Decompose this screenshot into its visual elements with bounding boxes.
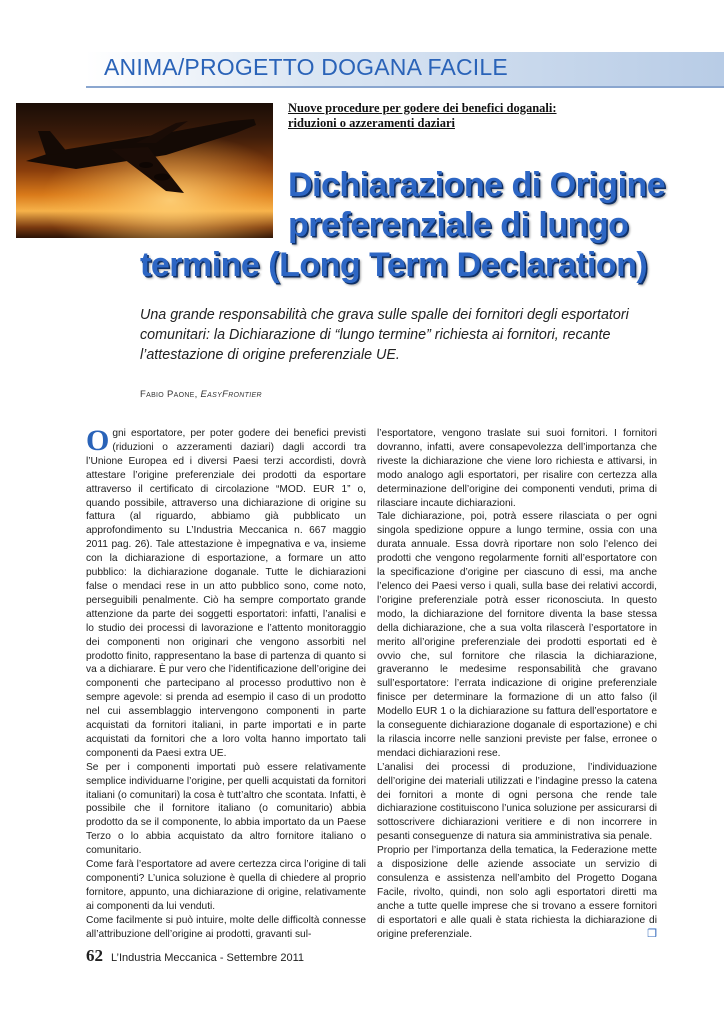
article-lead: Una grande responsabilità che grava sulle spalle dei fornitori degli esportatori comunitari: la Dichiarazione di “lungo termine” richiesta ai fornitori, recante l’attestazione di origine preferenziale UE. xyxy=(140,307,629,363)
author-affiliation: EasyFrontier xyxy=(200,389,262,400)
paragraph: Come farà l’esportatore ad avere certezza circa l’origine di tali componenti? L’unica soluzione è quella di chiedere al proprio fornitore, appunto, una dichiarazione di origine, relativamente ai componenti da lui venduti. xyxy=(86,859,366,912)
article-title-line-2: preferenziale di lungo xyxy=(288,206,629,244)
section-header-rule xyxy=(86,86,724,88)
article-title-line-1: Dichiarazione di Origine xyxy=(288,166,666,204)
kicker-line-2: riduzioni o azzeramenti daziari xyxy=(288,116,455,130)
section-title: ANIMA/PROGETTO DOGANA FACILE xyxy=(104,54,508,80)
paragraph-text: Proprio per l’importanza della tematica, la Federazione mette a disposizione delle aziende associate un servizio di consulenza e assistenza nell’ambito del Progetto Dogana Facile, rivolto, quindi, non solo agli esportatori diretti ma anche a tutte quelle imprese che si trovano a essere fornitori di esportatori e alle quali è stata richiesta la dichiarazione di origine preferenziale. xyxy=(377,845,657,940)
paragraph xyxy=(377,844,657,941)
kicker-line-1: Nuove procedure per godere dei benefici doganali: xyxy=(288,101,557,115)
page-number: 62 xyxy=(86,946,103,965)
drop-cap: O xyxy=(86,424,110,457)
paragraph: l’esportatore, vengono traslate sui suoi fornitori. I fornitori dovranno, infatti, avere consapevolezza dell’importanza che riveste la dichiarazione che viene loro richiesta e attivarsi, in modo analogo agli esportatori, per risalire con certezza alla determinazione dell’origine dei componenti venduti, prima di rilasciare incaute dichiarazioni. xyxy=(377,428,657,509)
body-column-1 xyxy=(86,424,366,942)
paragraph xyxy=(86,424,366,761)
paragraph: Se per i componenti importati può essere relativamente semplice individuarne l’origine, per quelli acquistati da fornitori italiani (o comunitari) la cosa è tutt’altro che scontata. Infatti, è possibile che il fornitore italiano (o comunitario) abbia prodotto da se il componente, lo abbia importato da un Paese Terzo o lo abbia acquistato da altro fornitore italiano o comunitario. xyxy=(86,761,366,857)
page-footer xyxy=(86,946,304,966)
end-mark-icon: ❐ xyxy=(647,927,657,940)
paragraph-text: gni esportatore, per poter godere dei benefici previsti (riduzioni o azzeramenti daziari) dagli accordi tra l’Unione Europea ed i diversi Paesi terzi accordisti, dovrà attestare l’origine preferenziale dei prodotti da esportare attraverso il certificato di circolazione “MOD. EUR 1” o, quando possibile, attraverso una dichiarazione di origine su fattura (al riguardo, abbiamo già pubblicato un approfondimento su L’Industria Meccanica n. 667 maggio 2011 pag. 26). Tale attestazione è impegnativa e va, insieme con la dichiarazione di esportazione, a formare un atto pubblico: la dichiarazione doganale. Tutte le dichiarazioni false o mendaci rese in un atto pubblico sono, come noto, perseguibili penalmente. Ciò ha sempre comportato grande attenzione da parte dei soggetti esportatori: infatti, l’analisi e lo studio dei processi di lavorazione e l’attento monitoraggio dei componenti non originari che vengono assorbiti nel prodotto finito, rappresentano la base di partenza di quanto si va a dichiarare. È pur vero che l’identificazione dell’origine dei componenti che partecipano al processo produttivo non è sempre agevole: si prenda ad esempio il caso di un prodotto nel cui assemblaggio intervengono componenti in parte acquistati da fornitori italiani, in parte importati e in parte acquistati da fornitori che a loro volta hanno importato tali componenti da Paesi extra UE. xyxy=(86,428,366,759)
author-name: Fabio Paone, xyxy=(140,389,198,400)
airplane-silhouette-icon xyxy=(16,103,273,238)
paragraph: L’analisi dei processi di produzione, l’individuazione dell’origine dei materiali utilizzati e l’indagine presso la catena dei fornitori a monte di ogni persona che rende tale dichiarazione costituiscono l’unica soluzione per assicurarsi di sottoscrivere dichiarazioni veritiere e di non incorrere in pesanti conseguenze di natura sia amministrativa sia penale. xyxy=(377,761,657,843)
author-byline xyxy=(140,389,262,400)
article-title-line-3: termine (Long Term Declaration) xyxy=(140,246,648,284)
publication-name: L’Industria Meccanica - Settembre 2011 xyxy=(111,952,305,964)
body-column-2 xyxy=(377,427,657,942)
article-kicker xyxy=(288,101,688,131)
paragraph: Tale dichiarazione, poi, potrà essere rilasciata o per ogni singola spedizione oppure a lungo termine, ossia con una durata annuale. Essa dovrà riportare non solo l’elenco dei prodotti che vengono regolarmente forniti all’esportatore con la specificazione d’origine per ciascuno di essi, ma anche l’elenco dei Paesi verso i quali, sulla base dei relativi accordi, l’origine preferenziale potrà esser riconosciuta. In questo modo, la dichiarazione del fornitore diventa la base stessa della dichiarazione, che a sua volta rilascerà l’esportatore in merito all’origine preferenziale dei prodotti esportati ed è ovvio che, sul fornitore che rilascia la dichiarazione, graveranno le medesime responsabilità che gravano sull’esportatore: l’errata indicazione di origine preferenziale finisce per determinare la formazione di un atto falso (il Modello EUR 1 o la dichiarazione su fattura dell’esportatore e la conseguente dichiarazione doganale di esportazione) e chi la rilascia incorre nelle sanzioni previste per false, erronee o mendaci dichiarazioni rese. xyxy=(377,511,657,759)
airplane-sunset-photo xyxy=(16,103,273,238)
paragraph: Come facilmente si può intuire, molte delle difficoltà connesse all’attribuzione dell’origine ai prodotti, gravanti sul- xyxy=(86,914,366,940)
